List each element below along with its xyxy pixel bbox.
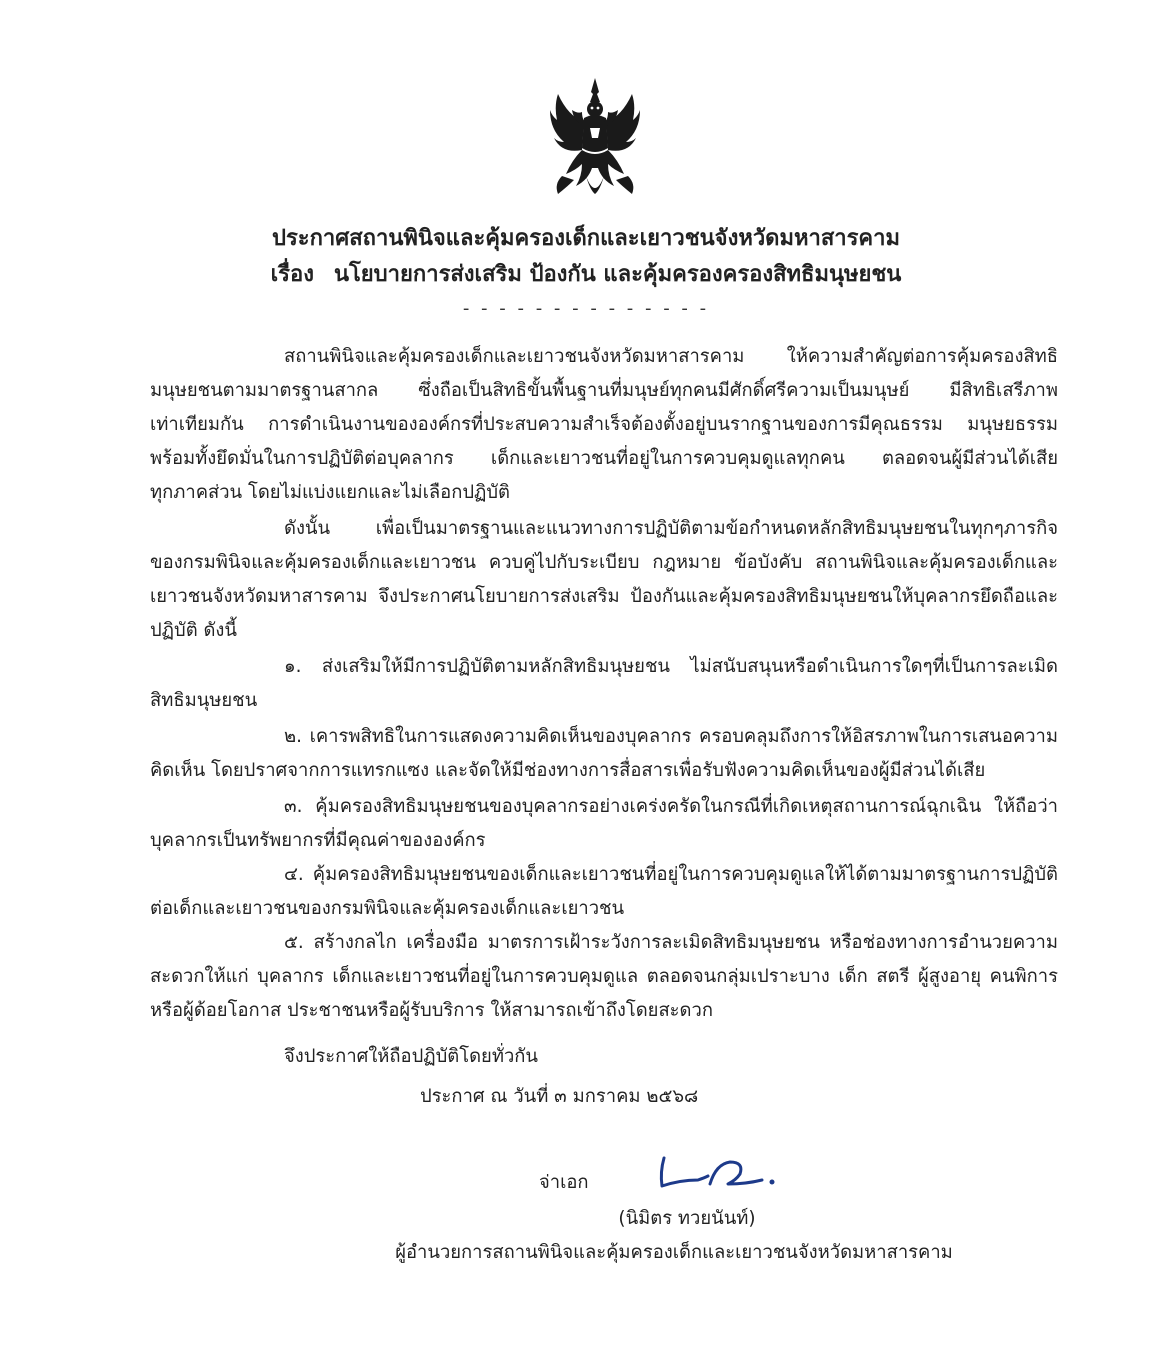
policy-item-5-cont: หรือผู้ด้อยโอกาส ประชาชนหรือผู้รับบริการ ให้สามารถเข้าถึงโดยสะดวก (150, 1000, 713, 1021)
handwritten-signature (650, 1150, 800, 1200)
policy-item-5: ๕. สร้างกลไก เครื่องมือ มาตรการเฝ้าระวังการละเมิดสิทธิมนุษยชน หรือช่องทางการอำนวยความ (284, 932, 1058, 953)
policy-item-4-cont: ต่อเด็กและเยาวชนของกรมพินิจและคุ้มครองเด็กและเยาวชน (150, 898, 625, 919)
paragraph-line: ปฏิบัติ ดังนี้ (150, 620, 237, 641)
policy-item-1: ๑. ส่งเสริมให้มีการปฏิบัติตามหลักสิทธิมนุษยชน ไม่สนับสนุนหรือดำเนินการใดๆที่เป็นการละเมิด (284, 656, 1058, 677)
paragraph-line: มนุษยชนตามมาตรฐานสากล ซึ่งถือเป็นสิทธิขั้นพื้นฐานที่มนุษย์ทุกคนมีศักดิ์ศรีความเป็นมนุษย์ มีสิทธิเสรีภาพ (150, 380, 1058, 401)
policy-item-2: ๒. เคารพสิทธิในการแสดงความคิดเห็นของบุคลากร ครอบคลุมถึงการให้อิสรภาพในการเสนอความ (284, 726, 1058, 747)
policy-item-4: ๔. คุ้มครองสิทธิมนุษยชนของเด็กและเยาวชนที่อยู่ในการควบคุมดูแลให้ได้ตามมาตรฐานการปฏิบัติ (284, 864, 1058, 885)
paragraph-line: สถานพินิจและคุ้มครองเด็กและเยาวชนจังหวัดมหาสารคาม ให้ความสำคัญต่อการคุ้มครองสิทธิ (284, 346, 1058, 367)
paragraph-line: ของกรมพินิจและคุ้มครองเด็กและเยาวชน ควบคู่ไปกับระเบียบ กฎหมาย ข้อบังคับ สถานพินิจและคุ้มครองเด็กและ (150, 552, 1058, 573)
signer-name: (นิมิตร ทวยนันท์) (618, 1208, 756, 1229)
announcement-subject (60, 258, 1112, 292)
announcement-title: ประกาศสถานพินิจและคุ้มครองเด็กและเยาวชนจังหวัดมหาสารคาม (272, 226, 900, 251)
policy-item-1-cont: สิทธิมนุษยชน (150, 690, 258, 711)
signer-position: ผู้อำนวยการสถานพินิจและคุ้มครองเด็กและเยาวชนจังหวัดมหาสารคาม (395, 1242, 953, 1263)
paragraph-line: ดังนั้น เพื่อเป็นมาตรฐานและแนวทางการปฏิบัติตามข้อกำหนดหลักสิทธิมนุษยชนในทุกๆภารกิจ (284, 518, 1058, 539)
garuda-emblem-icon (548, 76, 642, 202)
title-divider: - - - - - - - - - - - - - - (462, 298, 710, 319)
paragraph-line: ทุกภาคส่วน โดยไม่แบ่งแยกและไม่เลือกปฏิบัติ (150, 482, 510, 503)
paragraph-line: เท่าเทียมกัน การดำเนินงานขององค์กรที่ประสบความสำเร็จต้องตั้งอยู่บนรากฐานของการมีคุณธรรม มนุษยธรรม (150, 414, 1058, 435)
closing-statement: จึงประกาศให้ถือปฏิบัติโดยทั่วกัน (284, 1046, 538, 1067)
policy-item-5-cont: สะดวกให้แก่ บุคลากร เด็กและเยาวชนที่อยู่ในการควบคุมดูแล ตลอดจนกลุ่มเปราะบาง เด็ก สตรี ผู้สูงอายุ คนพิการ (150, 966, 1058, 987)
policy-item-3: ๓. คุ้มครองสิทธิมนุษยชนของบุคลากรอย่างเคร่งครัดในกรณีที่เกิดเหตุสถานการณ์ฉุกเฉิน ให้ถือว่า (284, 796, 1058, 817)
signer-rank: จ่าเอก (539, 1172, 589, 1193)
subject-text: นโยบายการส่งเสริม ป้องกัน และคุ้มครองครองสิทธิมนุษยชน (333, 262, 902, 287)
subject-label: เรื่อง (270, 262, 314, 287)
paragraph-line: พร้อมทั้งยึดมั่นในการปฏิบัติต่อบุคลากร เด็กและเยาวชนที่อยู่ในการควบคุมดูแลทุกคน ตลอดจนผู้มีส่วนได้เสีย (150, 448, 1058, 469)
policy-item-2-cont: คิดเห็น โดยปราศจากการแทรกแซง และจัดให้มีช่องทางการสื่อสารเพื่อรับฟังความคิดเห็นของผู้มีส่วนได้เสีย (150, 760, 986, 781)
announcement-date: ประกาศ ณ วันที่ ๓ มกราคม ๒๕๖๘ (420, 1086, 699, 1107)
policy-item-3-cont: บุคลากรเป็นทรัพยากรที่มีคุณค่าขององค์กร (150, 830, 486, 851)
paragraph-line: เยาวชนจังหวัดมหาสารคาม จึงประกาศนโยบายการส่งเสริม ป้องกันและคุ้มครองสิทธิมนุษยชนให้บุคลากรยึดถือและ (150, 586, 1058, 607)
